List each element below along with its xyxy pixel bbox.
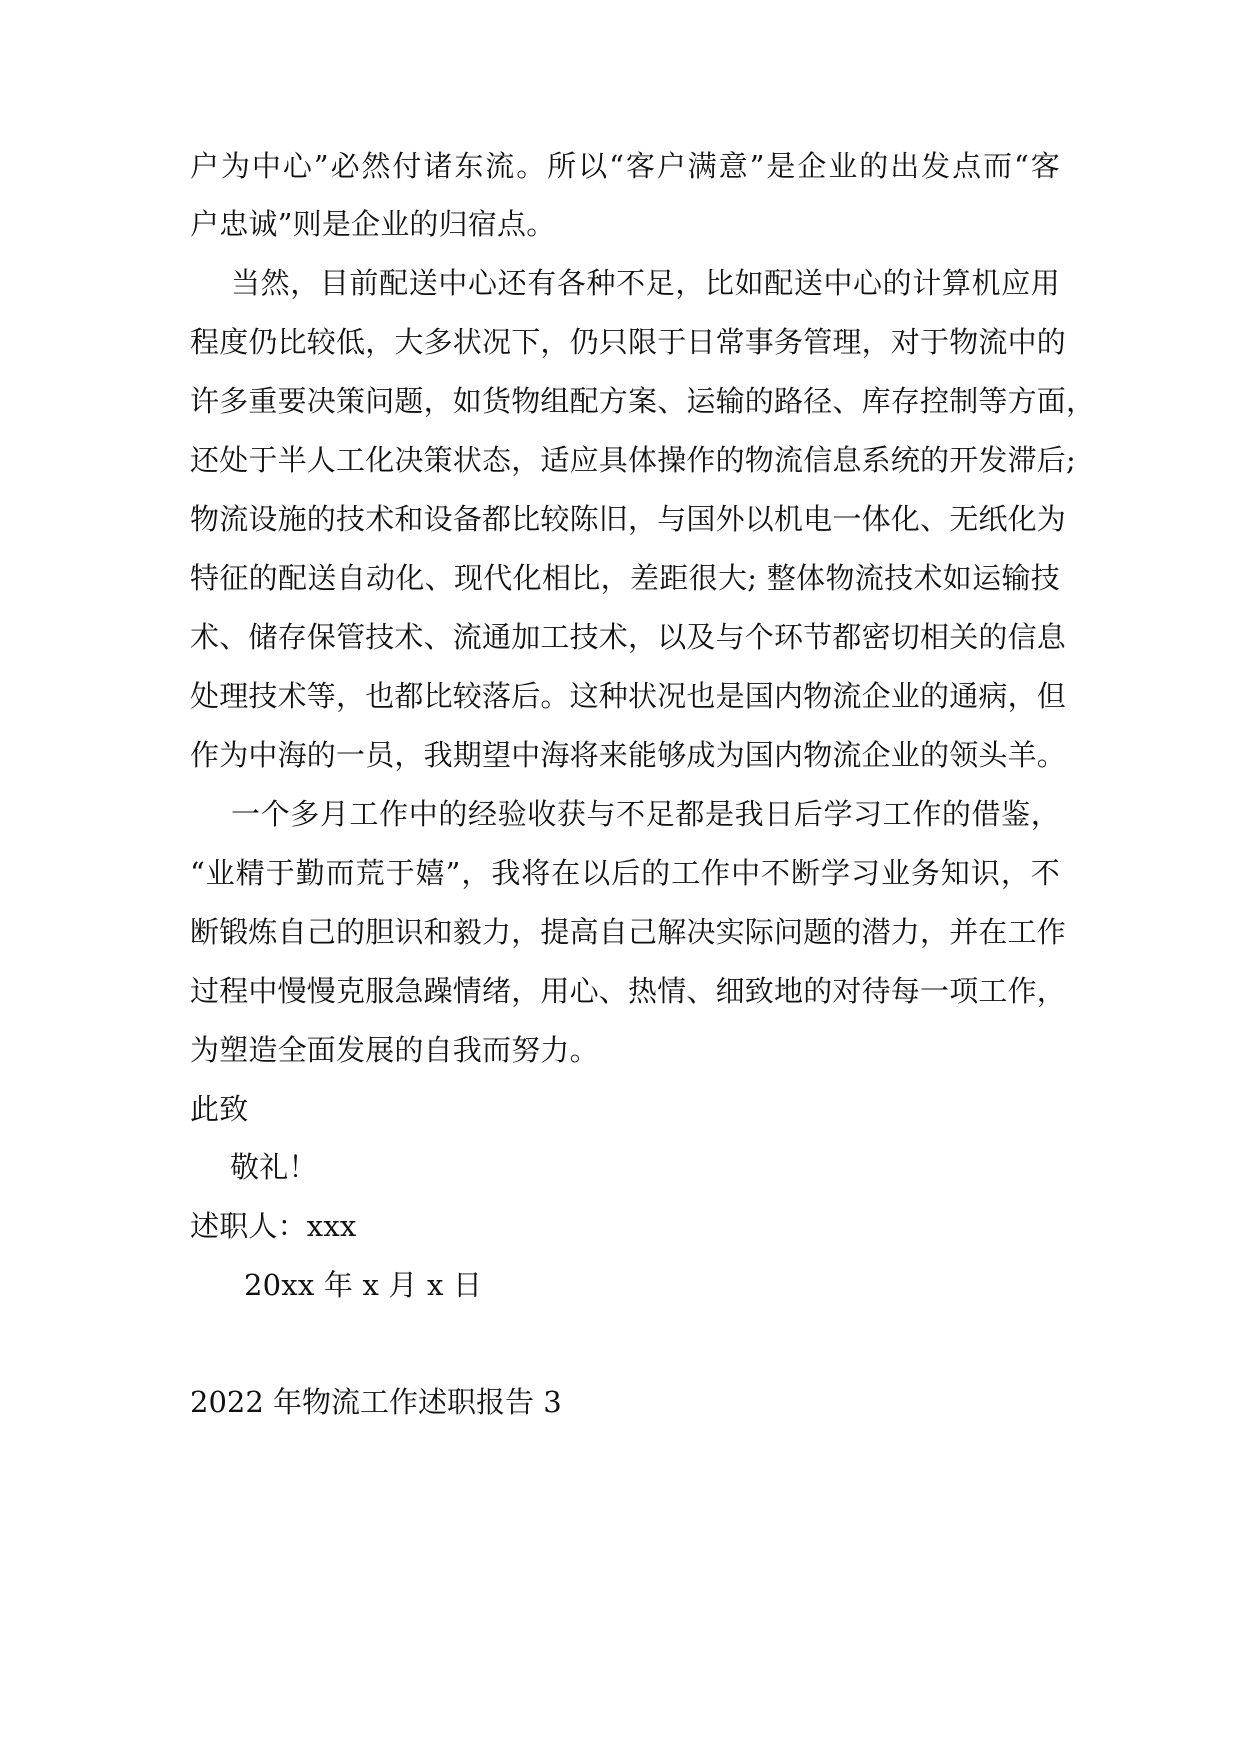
paragraph-line: 户为中心”必然付诸东流。所以“客户满意”是企业的出发点而“客 <box>190 149 1060 183</box>
paragraph-line: “业精于勤而荒于嬉”，我将在以后的工作中不断学习业务知识，不 <box>190 856 1060 890</box>
salutation: 此致 <box>190 1092 249 1126</box>
paragraph-line: 一个多月工作中的经验收获与不足都是我日后学习工作的借鉴， <box>231 797 1060 831</box>
paragraph-line: 户忠诚”则是企业的归宿点。 <box>190 207 556 241</box>
paragraph-line: 处理技术等，也都比较落后。这种状况也是国内物流企业的通病，但 <box>190 679 1067 713</box>
paragraph-line: 程度仍比较低，大多状况下，仍只限于日常事务管理，对于物流中的 <box>190 325 1067 359</box>
paragraph-line: 作为中海的一员，我期望中海将来能够成为国内物流企业的领头羊。 <box>190 738 1067 772</box>
paragraph-line: 还处于半人工化决策状态，适应具体操作的物流信息系统的开发滞后; <box>190 443 1076 477</box>
paragraph-line: 术、储存保管技术、流通加工技术，以及与个环节都密切相关的信息 <box>190 620 1067 654</box>
reporter-signature: 述职人：xxx <box>190 1209 357 1243</box>
section-heading: 2022 年物流工作述职报告 3 <box>190 1385 562 1419</box>
paragraph-line: 断锻炼自己的胆识和毅力，提高自己解决实际问题的潜力，并在工作 <box>190 915 1067 949</box>
regards: 敬礼！ <box>230 1150 318 1184</box>
report-date: 20xx 年 x 月 x 日 <box>244 1268 483 1302</box>
paragraph-line: 物流设施的技术和设备都比较陈旧，与国外以机电一体化、无纸化为 <box>190 502 1067 536</box>
paragraph-line: 特征的配送自动化、现代化相比，差距很大; 整体物流技术如运输技 <box>190 561 1060 595</box>
paragraph-line: 为塑造全面发展的自我而努力。 <box>190 1033 599 1067</box>
paragraph-line: 许多重要决策问题，如货物组配方案、运输的路径、库存控制等方面， <box>190 384 1096 418</box>
paragraph-line: 过程中慢慢克服急躁情绪，用心、热情、细致地的对待每一项工作， <box>190 974 1067 1008</box>
paragraph-line: 当然，目前配送中心还有各种不足，比如配送中心的计算机应用 <box>231 266 1060 300</box>
